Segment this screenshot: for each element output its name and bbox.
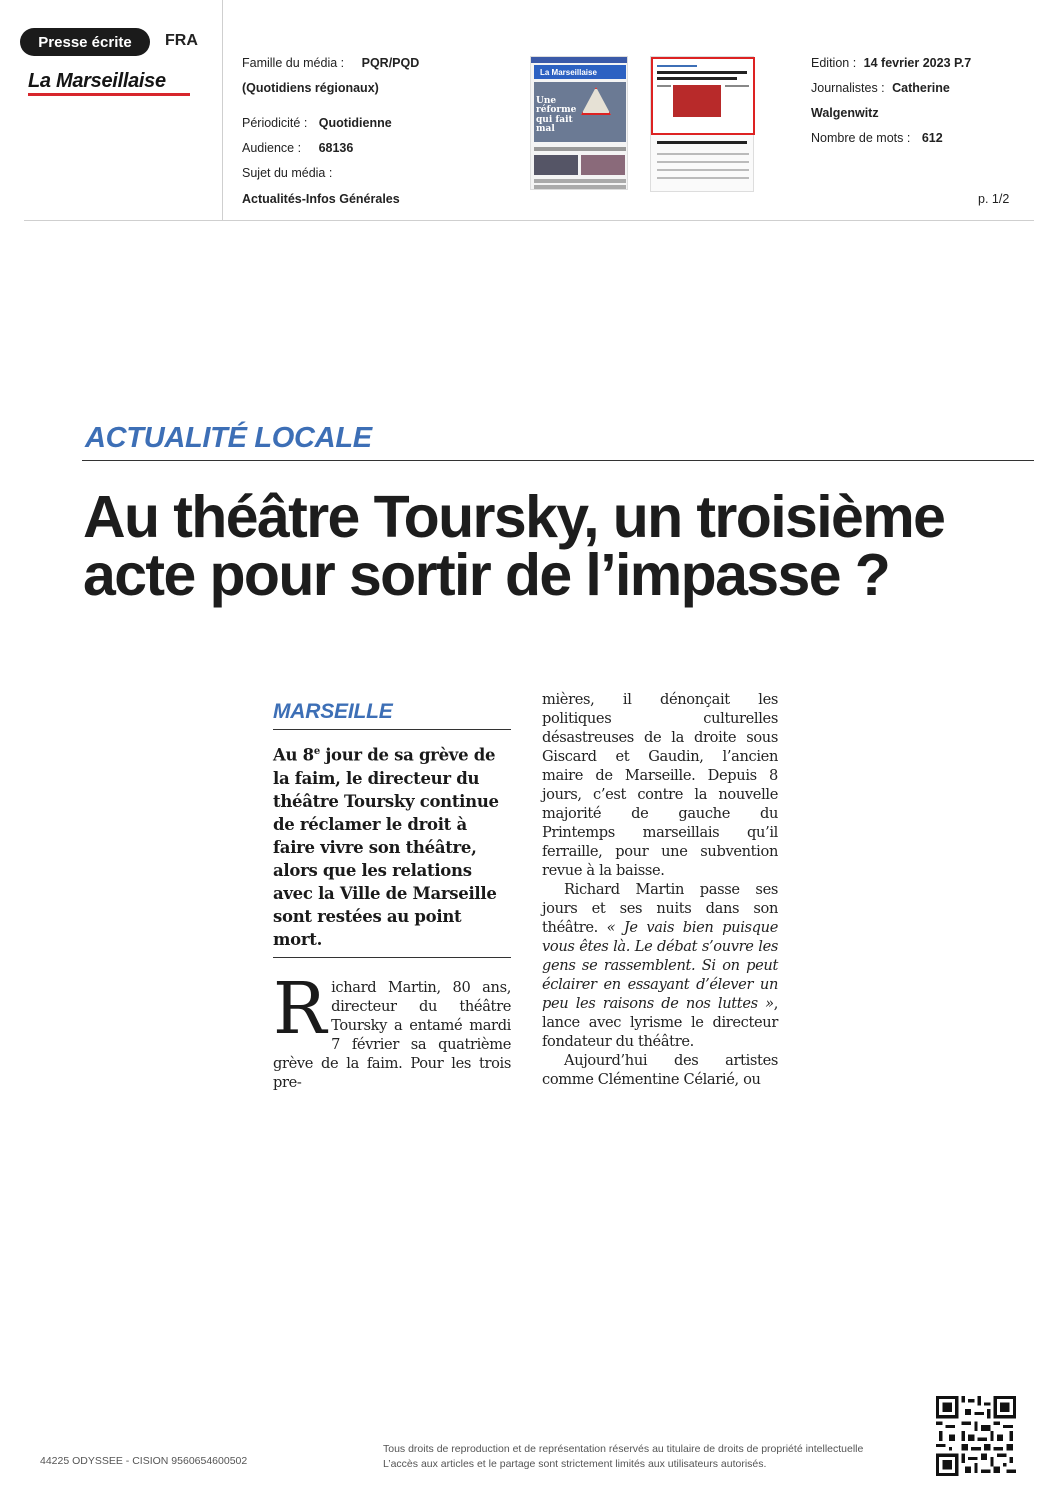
sujet-label: Sujet du média : bbox=[242, 166, 333, 180]
article-paragraph-4: Aujourd’hui des artistes comme Clémentine Célarié, ou bbox=[542, 1052, 778, 1088]
thumb-top-bar bbox=[531, 57, 627, 63]
article-column-1 bbox=[273, 700, 511, 1092]
front-page-thumbnail bbox=[530, 56, 628, 190]
meta-mots bbox=[811, 132, 943, 145]
thumb-text-row bbox=[534, 185, 626, 189]
thumb-headline-line: réforme bbox=[536, 105, 577, 116]
logo-underline bbox=[28, 93, 190, 96]
article-lead bbox=[273, 740, 511, 951]
city-label: MARSEILLE bbox=[273, 700, 393, 723]
audience-value: 68136 bbox=[318, 141, 354, 155]
header-horizontal-divider bbox=[24, 220, 1034, 221]
lead-start: Au 8 bbox=[273, 745, 314, 765]
lead-superscript: e bbox=[313, 746, 320, 757]
footer-rights-notice bbox=[383, 1442, 923, 1472]
meta-journalistes bbox=[811, 82, 950, 95]
headline-line-2: acte pour sortir de l’impasse ? bbox=[83, 542, 890, 608]
thumb-image bbox=[581, 155, 625, 175]
meta-sujet bbox=[242, 167, 332, 180]
meta-famille bbox=[242, 57, 419, 70]
thumb-headline-line: Une bbox=[536, 96, 557, 106]
paragraph-text: Richard Martin passe ses jours et ses nuits dans son théâtre. bbox=[542, 881, 778, 936]
journalistes-value-2: Walgenwitz bbox=[811, 106, 879, 120]
thumb-line bbox=[657, 85, 671, 87]
thumb-line bbox=[657, 161, 749, 163]
meta-famille-detail bbox=[242, 82, 379, 95]
thumb-headline-line: qui fait bbox=[536, 114, 573, 125]
mots-label: Nombre de mots : bbox=[811, 131, 911, 145]
thumb-line bbox=[725, 85, 749, 87]
language-code: FRA bbox=[165, 32, 198, 49]
drop-cap: R bbox=[273, 966, 327, 1050]
audience-label: Audience : bbox=[242, 141, 302, 155]
paragraph-text: , lance avec lyrisme le directeur fondateur du théâtre. bbox=[542, 995, 778, 1050]
article-headline bbox=[83, 484, 1033, 608]
article-column-2 bbox=[542, 690, 778, 1089]
meta-periodicite bbox=[242, 117, 392, 130]
famille-value-2: (Quotidiens régionaux) bbox=[242, 81, 379, 95]
periodicite-label: Périodicité : bbox=[242, 116, 308, 130]
famille-value: PQR/PQD bbox=[361, 56, 420, 70]
section-rule bbox=[82, 460, 1034, 461]
thumb-headline-line: mal bbox=[536, 124, 555, 135]
rights-line-2: L’accès aux articles et le partage sont strictement limités aux utilisateurs autorisés. bbox=[383, 1458, 767, 1470]
meta-sujet-detail bbox=[242, 193, 400, 206]
quote-text: « Je vais bien puisque vous êtes là. Le débat s’ouvre les gens se rassemblent. Si on peut éclairer en essayant d’élever un peu les raisons de nos luttes » bbox=[542, 919, 778, 1012]
thumb-line bbox=[657, 141, 747, 144]
journalistes-label: Journalistes : bbox=[811, 81, 885, 95]
thumb-line bbox=[657, 169, 749, 171]
thumb-line bbox=[657, 71, 747, 74]
meta-audience bbox=[242, 142, 353, 155]
thumb-image bbox=[534, 155, 578, 175]
footer-document-id: 44225 ODYSSEE - CISION 9560654600502 bbox=[40, 1455, 248, 1467]
thumb-line bbox=[657, 153, 749, 155]
thumb-text-row bbox=[534, 147, 626, 151]
header-vertical-divider bbox=[222, 0, 223, 220]
edition-label: Edition : bbox=[811, 56, 857, 70]
thumb-masthead: La Marseillaise bbox=[534, 65, 626, 79]
thumb-article-photo bbox=[673, 85, 721, 117]
article-paragraph-3 bbox=[542, 880, 778, 1051]
article-paragraph-1 bbox=[273, 966, 511, 1092]
thumb-line bbox=[657, 77, 737, 80]
qr-code-icon bbox=[936, 1396, 1016, 1476]
rights-line-1: Tous droits de reproduction et de représentation réservés au titulaire de droits de propriété intellectuelle bbox=[383, 1443, 864, 1455]
meta-edition bbox=[811, 57, 971, 70]
lead-rest: jour de sa grève de la faim, le directeur du théâtre Toursky continue de réclamer le droit à faire vivre son théâtre, alors que les relations avec la Ville de Marseille sont restées au point mort. bbox=[273, 745, 499, 949]
lead-rule bbox=[273, 957, 511, 958]
thumb-text-row bbox=[534, 179, 626, 183]
headline-line-1: Au théâtre Toursky, un troisième bbox=[83, 484, 945, 550]
page-number: p. 1/2 bbox=[978, 192, 1010, 206]
city-rule bbox=[273, 729, 511, 730]
meta-journalistes-detail bbox=[811, 107, 879, 120]
section-label: ACTUALITÉ LOCALE bbox=[85, 422, 372, 454]
thumb-line bbox=[657, 65, 697, 67]
article-paragraph-2: mières, il dénonçait les politiques culturelles désastreuses de la droite sous Giscard et Gaudin, l’ancien maire de Marseille. Depuis 8 jours, c’est contre la nouvelle majorité de gauche du Printemps marseillais qu’il ferraille, pour une subvention revue à la baisse. bbox=[542, 691, 778, 879]
sujet-value: Actualités-Infos Générales bbox=[242, 192, 400, 206]
journalistes-value: Catherine bbox=[892, 81, 950, 95]
thumb-line bbox=[657, 177, 749, 179]
edition-value: 14 fevrier 2023 P.7 bbox=[863, 56, 972, 70]
paragraph-text: ichard Martin, 80 ans, directeur du théâtre Toursky a entamé mardi 7 février sa quatrième grève de la faim. Pour les trois pre- bbox=[273, 978, 511, 1091]
famille-label: Famille du média : bbox=[242, 56, 345, 70]
mots-value: 612 bbox=[921, 131, 943, 145]
newspaper-logo: La Marseillaise bbox=[28, 70, 166, 92]
thumb-cover-headline bbox=[536, 97, 576, 135]
article-page-thumbnail bbox=[650, 56, 754, 192]
periodicite-value: Quotidienne bbox=[318, 116, 392, 130]
press-type-badge: Presse écrite bbox=[20, 28, 150, 56]
